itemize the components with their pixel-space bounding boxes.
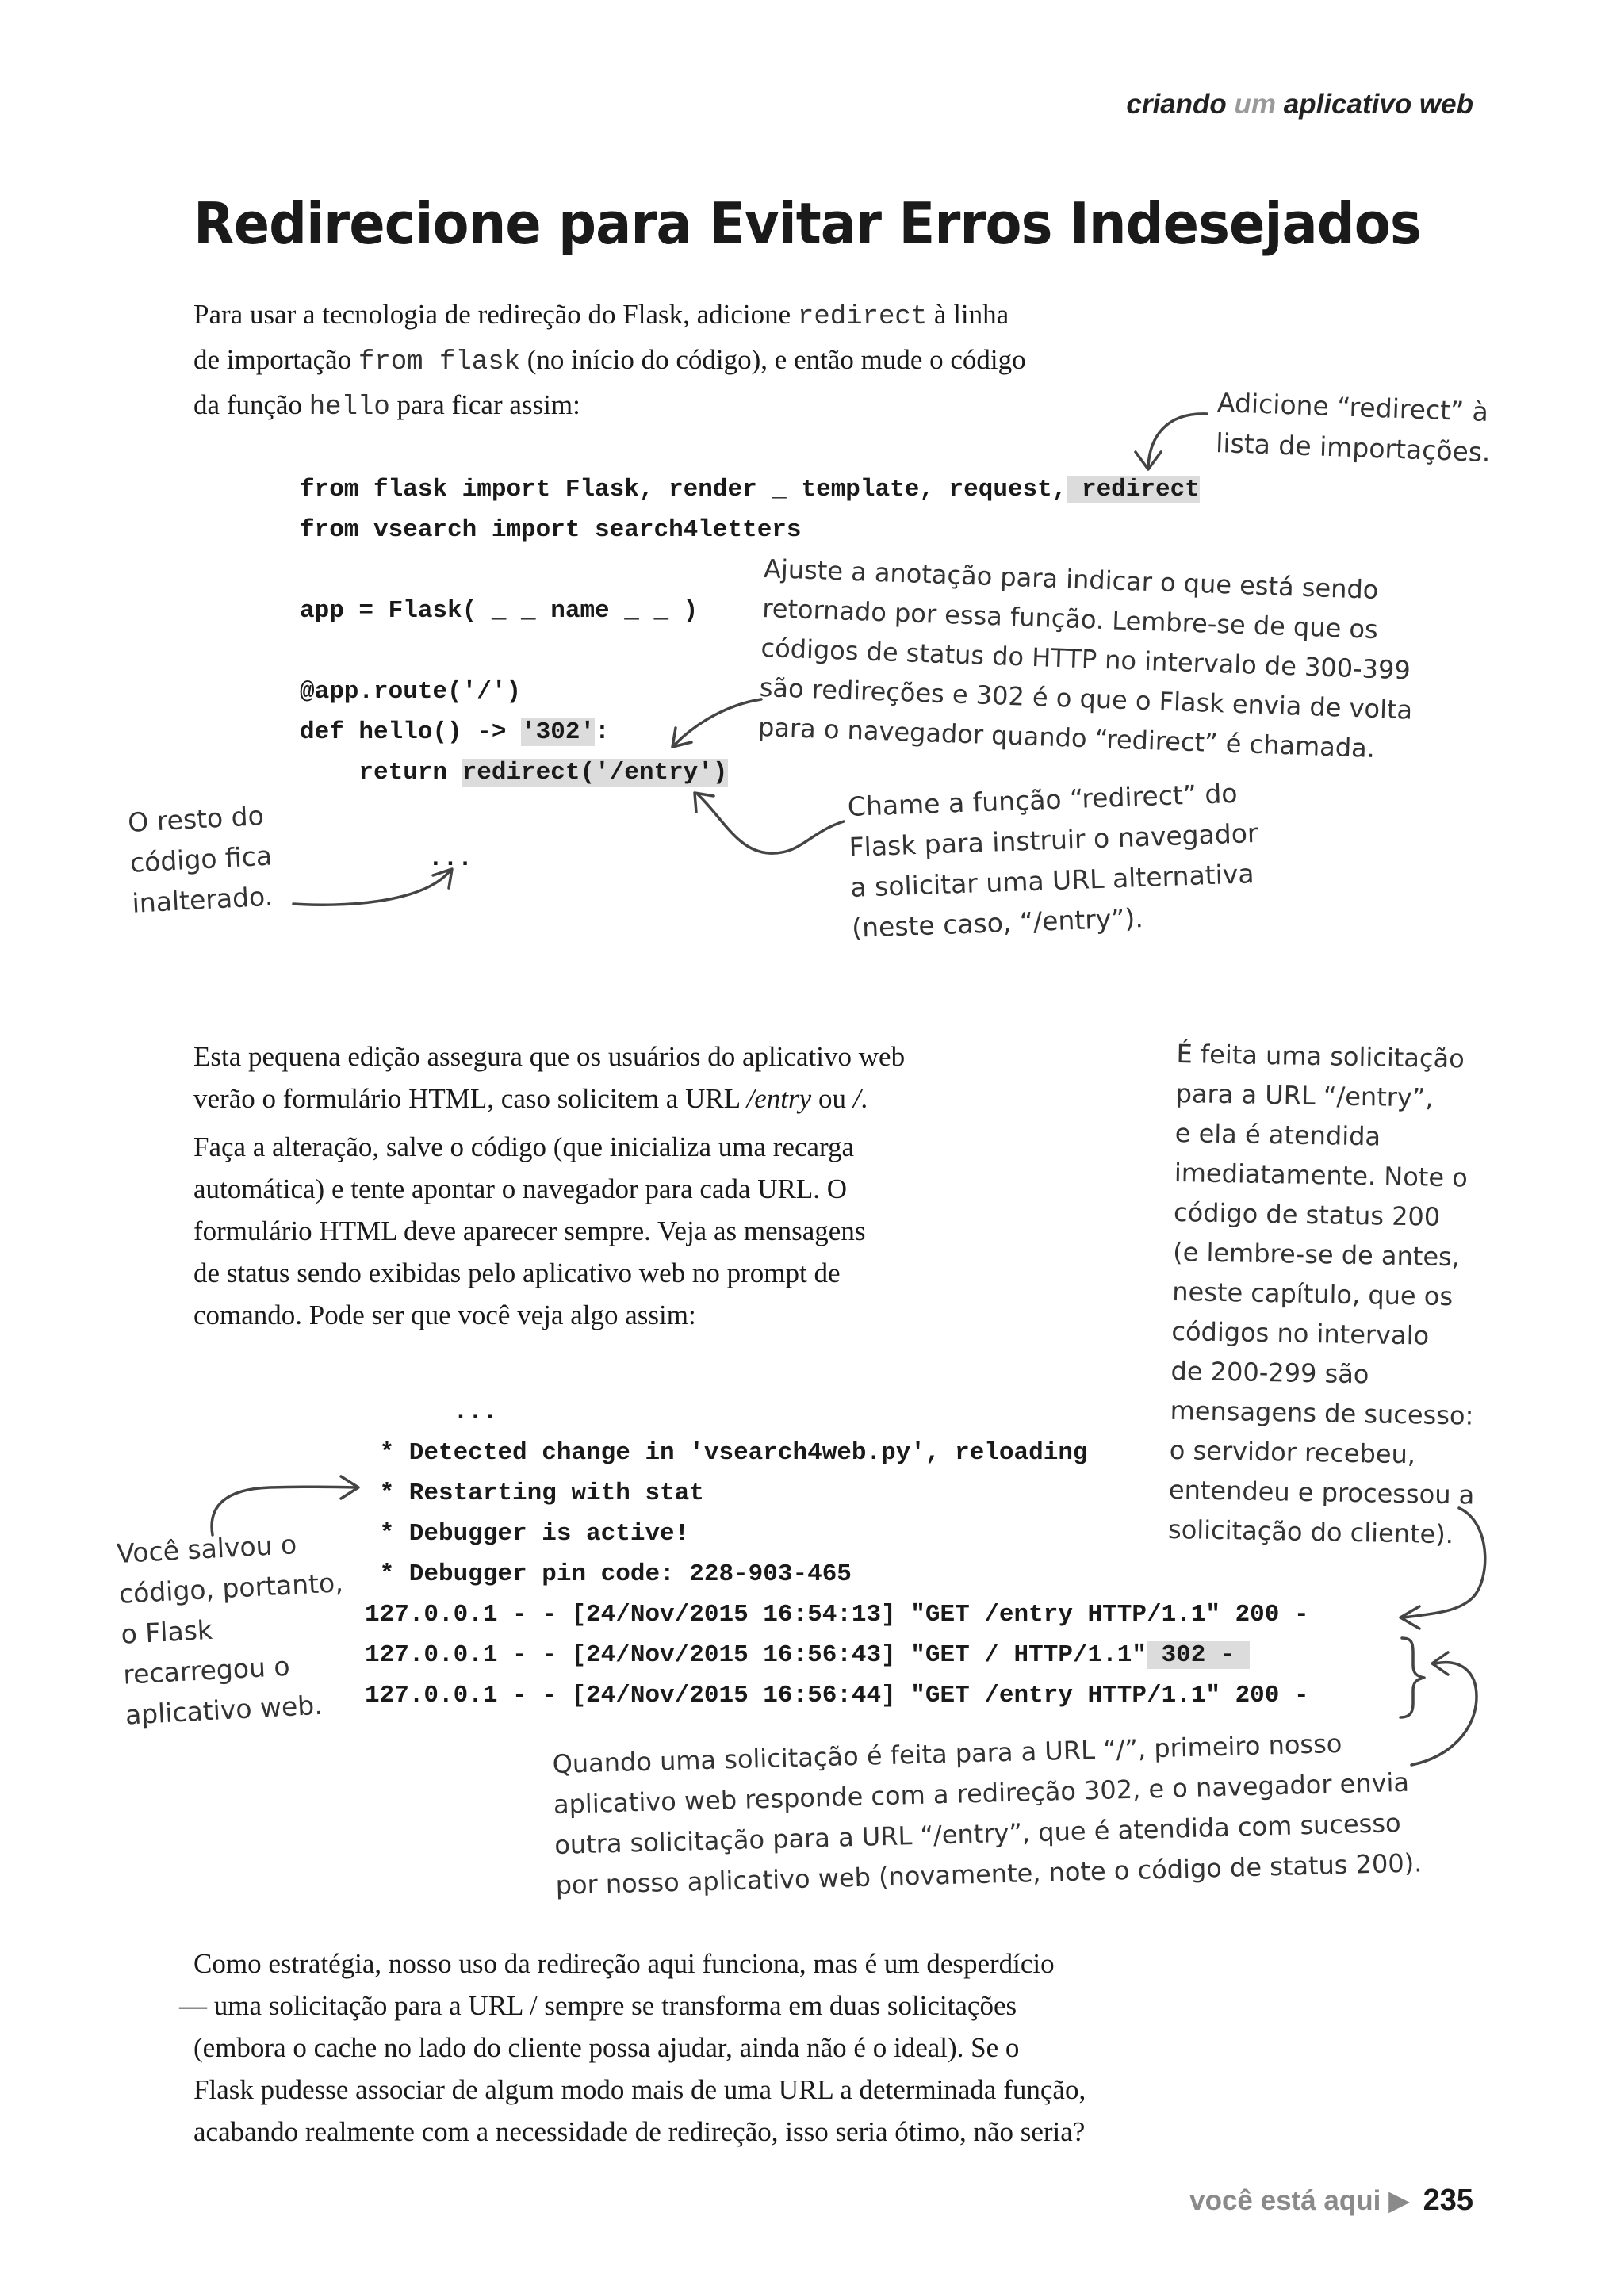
log-line: 127.0.0.1 - - [24/Nov/2015 16:56:44] "GET /entry HTTP/1.1" 200 -	[365, 1682, 1309, 1709]
terminal-output	[365, 1392, 1309, 1716]
code-line: from flask import Flask, render _ template, request,	[300, 476, 1067, 503]
note-add-redirect: Adicione “redirect” à lista de importações.	[1215, 386, 1492, 469]
code-highlight: redirect('/entry')	[462, 759, 728, 787]
page-number: 235	[1423, 2184, 1473, 2217]
paragraph-strategy: Como estratégia, nosso uso da redireção aqui funciona, mas é um desperdício — uma solicitação para a URL / sempre se transforma em duas solicitações (embora o cache no lado do cliente possa ajudar, ainda não é o ideal). Se o Flask pudesse associar de algum modo mais de uma URL a determinada função, acabando realmente com a necessidade de redireção, isso seria ótimo, não seria?	[179, 1948, 1086, 2147]
running-header: criando um aplicativo web	[1126, 89, 1473, 120]
arrow-rest	[293, 872, 449, 905]
code-highlight: '302'	[521, 718, 596, 746]
log-line: 127.0.0.1 - - [24/Nov/2015 16:56:43] "GET / HTTP/1.1"	[365, 1641, 1147, 1669]
log-line: 127.0.0.1 - - [24/Nov/2015 16:54:13] "GET /entry HTTP/1.1" 200 -	[365, 1601, 1309, 1629]
paragraph-try: Faça a alteração, salve o código (que inicializa uma recarga automática) e tente apontar o navegador para cada URL. O formulário HTML deve aparecer sempre. Veja as mensagens de status sendo exibidas pelo aplicativo web no prompt de comando. Pode ser que você veja algo assim:	[193, 1131, 866, 1330]
code-line: def hello() ->	[300, 718, 522, 746]
code-ellipsis: ...	[428, 845, 473, 873]
code-line: app = Flask( _ _ name _ _ )	[300, 597, 699, 625]
code-highlight: redirect	[1067, 476, 1200, 503]
log-line: * Debugger pin code: 228-903-465	[365, 1560, 852, 1588]
log-highlight: 302 -	[1146, 1641, 1251, 1669]
code-line: return	[300, 759, 462, 787]
page-title: Redirecione para Evitar Erros Indesejados	[193, 190, 1421, 257]
intro-paragraph: Para usar a tecnologia de redireção do Flask, adicione redirect à linha de importação from flask (no início do código), e então mude o código da função hello para ficar assim:	[193, 299, 1026, 423]
code-line: @app.route('/')	[300, 678, 522, 706]
code-block-hello: from flask import Flask, render _ template, request, redirect from vsearch import search4letters app = Flask( _ _ name _ _ ) @app.route('/') def hello() -> '302': return redirect('/entry')	[300, 476, 1200, 787]
note-rest-unchanged: O resto do código fica inalterado.	[127, 800, 274, 919]
footer-you-are-here: você está aqui ▶	[1189, 2185, 1410, 2216]
log-line: * Restarting with stat	[365, 1480, 704, 1507]
brace	[1400, 1638, 1424, 1717]
log-line: * Debugger is active!	[365, 1520, 690, 1548]
note-when-request: Quando uma solicitação é feita para a URL “/”, primeiro nosso aplicativo web responde com a redireção 302, e o navegador envia outra solicitação para a URL “/entry”, que é atendida com sucesso por nosso aplicativo web (novamente, note o código de status 200).	[552, 1728, 1423, 1901]
note-call-redirect: Chame a função “redirect” do Flask para instruir o navegador a solicitar uma URL alternativa (neste caso, “/entry”).	[847, 777, 1259, 944]
note-entry-request: É feita uma solicitação para a URL “/entry”, e ela é atendida imediatamente. Note o código de status 200 (e lembre-se de antes, neste capítulo, que os códigos no intervalo de 200-299 são mensagens de sucesso: o servidor recebeu, entendeu e processou a solicitação do cliente).	[1167, 1038, 1475, 1550]
paragraph-edit: Esta pequena edição assegura que os usuários do aplicativo web verão o formulário HTML, caso solicitem a URL /entry ou /.	[193, 1041, 906, 1114]
note-annotation: Ajuste a anotação para indicar o que está sendo retornado por essa função. Lembre-se de que os códigos de status do HTTP no intervalo de 300-399 são redireções e 302 é o que o Flask envia de volta para o navegador quando “redirect” é chamada.	[757, 553, 1413, 764]
code-line: from vsearch import search4letters	[300, 516, 802, 544]
arrow-redirect-call	[698, 794, 844, 853]
arrow-when-brace	[1411, 1663, 1477, 1765]
log-line: * Detected change in 'vsearch4web.py', reloading	[365, 1439, 1088, 1467]
log-line: ...	[365, 1399, 498, 1426]
note-saved-code: Você salvou o código, portanto, o Flask recarregou o aplicativo web.	[116, 1529, 344, 1731]
